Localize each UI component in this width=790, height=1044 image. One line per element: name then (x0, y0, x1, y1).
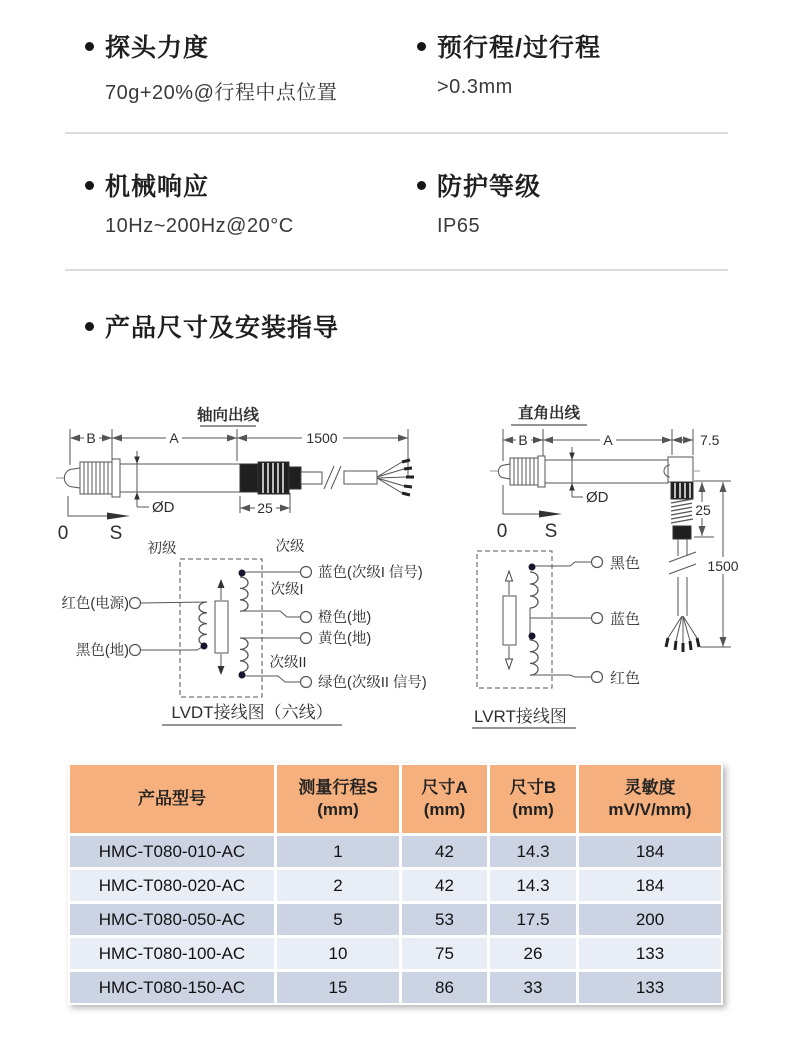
axial-dim-cable: 1500 (306, 430, 338, 446)
lvdt-sec1-label: 次级I (270, 582, 304, 598)
cell-dim-a: 53 (402, 904, 487, 935)
bullet-icon (85, 42, 94, 51)
ra-origin: 0 (496, 521, 508, 542)
cell-sensitivity: 133 (579, 972, 721, 1003)
spec-pretravel (417, 28, 601, 99)
axial-stroke: S (109, 523, 123, 544)
cell-sensitivity: 184 (579, 836, 721, 867)
cell-dim-a: 42 (402, 836, 487, 867)
cell-stroke: 10 (277, 938, 399, 969)
section-dimensions (85, 308, 339, 344)
lvrt-wire-red-label: 红色 (610, 670, 641, 687)
spec-mech-response (85, 167, 294, 238)
core (503, 596, 516, 645)
cable-break-symbol (324, 466, 341, 489)
bullet-icon (85, 181, 94, 190)
cell-stroke: 2 (277, 870, 399, 901)
primary-coil (199, 602, 207, 645)
spec-heading (417, 28, 601, 64)
section-title (85, 308, 339, 344)
ra-dim-sleeve: 25 (695, 502, 711, 518)
lvrt-diagram-title: LVRT接线图 (474, 707, 567, 726)
lvdt-wire-black-label: 黑色(地) (75, 643, 129, 659)
cable (678, 539, 687, 556)
lvdt-diagram-title: LVDT接线图（六线） (171, 703, 333, 722)
lvrt-wire-black-label: 黑色 (610, 555, 641, 572)
spec-value: IP65 (437, 215, 481, 237)
terminal-circle (301, 612, 312, 623)
cell-stroke: 1 (277, 836, 399, 867)
cell-model: HMC-T080-150-AC (70, 972, 274, 1003)
lvrt-wire-blue-label: 蓝色 (610, 611, 641, 628)
ra-dim-a: A (603, 432, 613, 448)
ra-dim-offset: 7.5 (700, 432, 720, 448)
ra-stroke: S (544, 521, 558, 542)
cell-sensitivity: 133 (579, 938, 721, 969)
cell-dim-a: 86 (402, 972, 487, 1003)
cell-sensitivity: 184 (579, 870, 721, 901)
spec-ip-rating (417, 167, 541, 238)
cell-dim-a: 42 (402, 870, 487, 901)
cell-sensitivity: 200 (579, 904, 721, 935)
spec-label: 探头力度 (105, 34, 210, 62)
divider (65, 132, 728, 134)
spec-probe-force (85, 28, 337, 105)
cell-dim-b: 14.3 (490, 870, 576, 901)
spec-value: 70g+20%@行程中点位置 (105, 82, 338, 104)
dimension-diagrams (0, 395, 790, 750)
probe-body (120, 464, 240, 492)
axial-exit-diagram (56, 405, 414, 544)
probe-body (545, 460, 668, 483)
lvdt-wiring-diagram (61, 538, 426, 725)
cell-stroke: 5 (277, 904, 399, 935)
lower-coil (530, 640, 538, 675)
secondary1-coil (240, 577, 248, 611)
lvrt-wiring-diagram (472, 551, 640, 728)
spec-label: 预行程/过行程 (437, 34, 601, 62)
terminal-circle (301, 567, 312, 578)
right-angle-title: 直角出线 (517, 405, 581, 422)
cell-model: HMC-T080-100-AC (70, 938, 274, 969)
col-header-sensitivity: 灵敏度 mV/V/mm) (579, 765, 721, 833)
ra-dim-cable: 1500 (707, 558, 739, 574)
terminal-circle (592, 613, 603, 624)
spec-value: >0.3mm (437, 76, 513, 98)
cell-dim-a: 75 (402, 938, 487, 969)
divider (65, 269, 728, 271)
terminal-circle (301, 677, 312, 688)
lvdt-secondary-label: 次级 (275, 539, 305, 555)
wire-leads (668, 616, 697, 643)
spec-label: 机械响应 (105, 173, 210, 201)
terminal-circle (301, 633, 312, 644)
axial-dim-sleeve: 25 (257, 500, 273, 516)
upper-coil (530, 572, 538, 608)
probe-tip (64, 468, 80, 488)
lvdt-wire-green-label: 绿色(次级II 信号) (318, 675, 427, 691)
spec-heading (417, 167, 541, 203)
cell-dim-b: 17.5 (490, 904, 576, 935)
product-table (68, 763, 723, 1005)
bullet-icon (85, 322, 94, 331)
cell-dim-b: 26 (490, 938, 576, 969)
axial-dim-b: B (86, 430, 96, 446)
elbow-block (668, 457, 693, 482)
ra-dim-diameter: ØD (586, 489, 609, 506)
cell-model: HMC-T080-020-AC (70, 870, 274, 901)
probe-tip (498, 464, 510, 479)
axial-title: 轴向出线 (196, 407, 260, 424)
axial-origin: 0 (57, 523, 69, 544)
cable-break-symbol (669, 552, 696, 574)
spec-value: 10Hz~200Hz@20°C (105, 215, 294, 237)
terminal-circle (592, 557, 603, 568)
cell-stroke: 15 (277, 972, 399, 1003)
lvdt-wire-red-label: 红色(电源) (61, 596, 129, 612)
cell-model: HMC-T080-010-AC (70, 836, 274, 867)
terminal-circle (130, 598, 141, 609)
terminal-circle (592, 672, 603, 683)
lvdt-wire-blue-label: 蓝色(次级I 信号) (318, 565, 423, 581)
axial-dim-a: A (169, 430, 179, 446)
spring-sleeve (671, 499, 693, 523)
col-header-dim-a: 尺寸A (mm) (402, 765, 487, 833)
secondary2-coil (240, 638, 248, 672)
terminal-circle (130, 645, 141, 656)
axial-dim-diameter: ØD (152, 499, 175, 516)
core (215, 601, 228, 653)
bullet-icon (417, 181, 426, 190)
spec-heading (85, 28, 337, 64)
spec-label: 防护等级 (437, 173, 542, 201)
col-header-dim-b: 尺寸B (mm) (490, 765, 576, 833)
col-header-model: 产品型号 (70, 765, 274, 833)
cell-dim-b: 14.3 (490, 836, 576, 867)
lvdt-primary-label: 初级 (147, 541, 177, 557)
section-title-text: 产品尺寸及安装指导 (105, 314, 340, 342)
col-header-stroke: 测量行程S (mm) (277, 765, 399, 833)
ra-dim-b: B (518, 432, 528, 448)
lvdt-wire-yellow-label: 黄色(地) (318, 631, 372, 647)
cell-model: HMC-T080-050-AC (70, 904, 274, 935)
cable (344, 471, 377, 484)
lvdt-sec2-label: 次级II (269, 655, 307, 671)
wire-leads (377, 462, 406, 493)
bullet-icon (417, 42, 426, 51)
spec-heading (85, 167, 294, 203)
lvdt-wire-orange-label: 橙色(地) (318, 610, 372, 626)
cell-dim-b: 33 (490, 972, 576, 1003)
